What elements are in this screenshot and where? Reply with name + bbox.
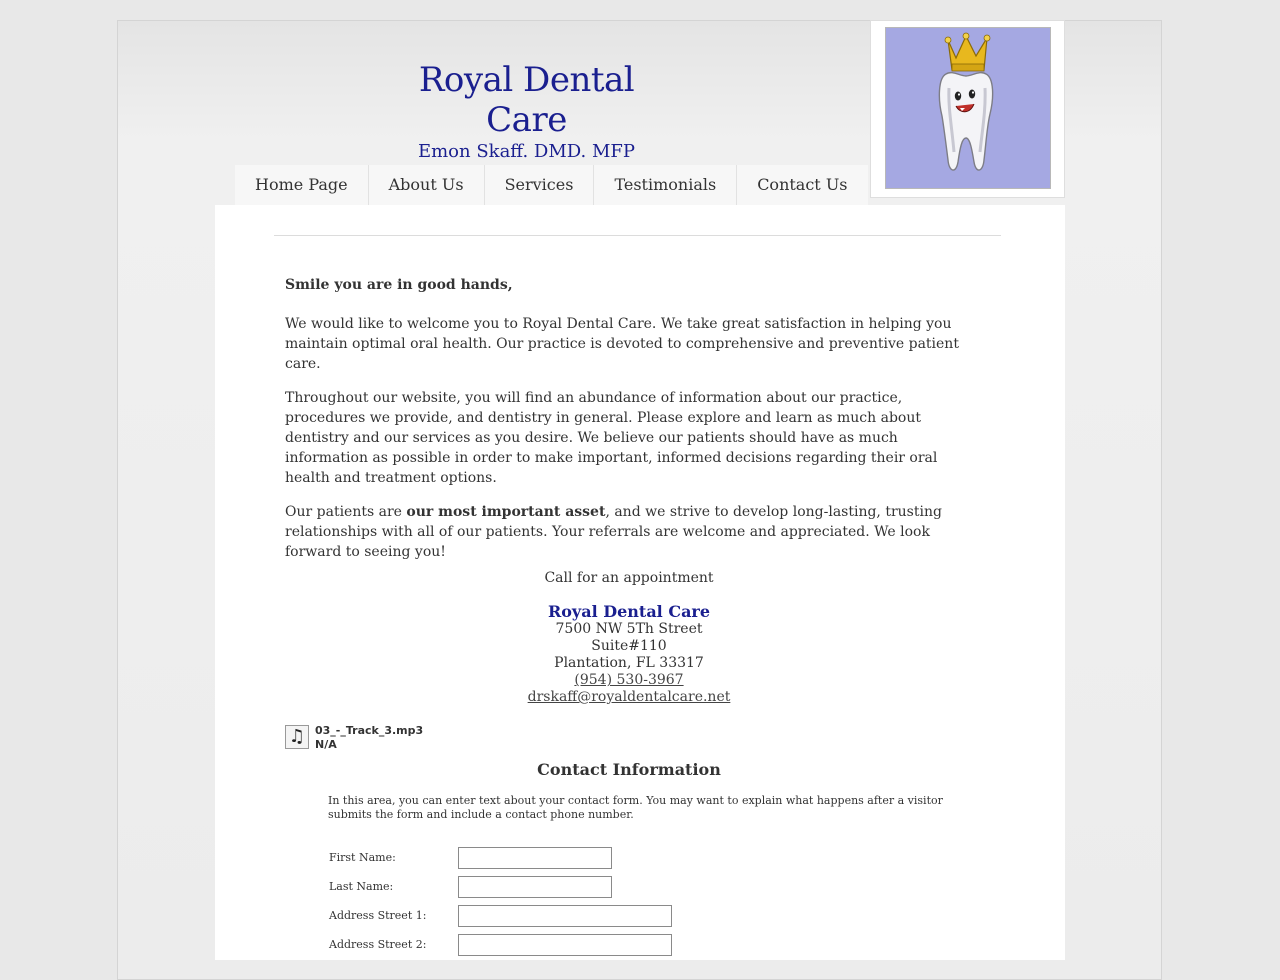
audio-filename[interactable]: 03_-_Track_3.mp3 bbox=[315, 724, 424, 737]
email-link[interactable]: drskaff@royaldentalcare.net bbox=[527, 689, 731, 705]
main-nav bbox=[235, 165, 868, 205]
first-name-field[interactable] bbox=[458, 847, 612, 869]
crown-icon bbox=[945, 33, 990, 71]
address-city: Plantation, FL 33317 bbox=[554, 655, 704, 671]
content-divider bbox=[274, 235, 1001, 236]
intro-paragraph-1: We would like to welcome you to Royal Dental Care. We take great satisfaction in helping you maintain optimal oral health. Our practice is devoted to comprehensive and preventive patient care. bbox=[285, 316, 959, 372]
nav-item-contact-us[interactable]: Contact Us bbox=[757, 175, 848, 194]
address-street-2-label: Address Street 2: bbox=[329, 938, 427, 951]
last-name-label: Last Name: bbox=[329, 880, 394, 893]
address-suite: Suite#110 bbox=[591, 638, 667, 654]
intro-paragraph-3-lead: Our patients are bbox=[285, 504, 407, 520]
address-street: 7500 NW 5Th Street bbox=[555, 621, 703, 637]
nav-item-home-page[interactable]: Home Page bbox=[235, 165, 369, 205]
intro-paragraph-2: Throughout our website, you will find an abundance of information about our practice, procedures we provide, and dentistry in general. Please explore and learn as much about dentistry and our services as you desire. We believe our patients should have as much information as possible in order to make important, informed decisions regarding their oral health and treatment options. bbox=[285, 390, 938, 486]
first-name-row bbox=[329, 847, 729, 869]
music-note-icon[interactable]: ♫ bbox=[285, 725, 309, 749]
nav-item-testimonials[interactable]: Testimonials bbox=[594, 165, 737, 205]
site-header bbox=[384, 60, 669, 163]
intro-paragraph-3-emphasis: our most important asset bbox=[406, 504, 606, 520]
intro-paragraph-3 bbox=[285, 502, 975, 562]
address-street-1-field[interactable] bbox=[458, 905, 672, 927]
contact-form-title: Contact Information bbox=[537, 760, 721, 779]
first-name-label: First Name: bbox=[329, 851, 396, 864]
main-content bbox=[215, 205, 1065, 960]
appointment-section bbox=[215, 569, 1043, 706]
phone-link[interactable]: (954) 530-3967 bbox=[574, 672, 684, 688]
contact-form-description: In this area, you can enter text about your contact form. You may want to explain what happens after a visitor submits the form and include a contact phone number. bbox=[328, 794, 943, 821]
intro-greeting: Smile you are in good hands, bbox=[285, 277, 513, 293]
practice-name: Royal Dental Care bbox=[547, 602, 711, 621]
address-street-2-field[interactable] bbox=[458, 934, 672, 956]
address-street-1-row bbox=[329, 905, 729, 927]
last-name-field[interactable] bbox=[458, 876, 612, 898]
site-title: Royal Dental Care bbox=[418, 60, 635, 140]
intro-paragraph-3-tail: , and we strive to develop long-lasting, trusting relationships with all of our patients. Your referrals are welcome and appreciated. We look forward to seeing you! bbox=[285, 504, 942, 560]
address-street-2-row bbox=[329, 934, 729, 956]
tooth-icon bbox=[939, 73, 992, 170]
nav-item-about-us[interactable]: About Us bbox=[369, 165, 485, 205]
address-street-1-label: Address Street 1: bbox=[329, 909, 427, 922]
appointment-call-text: Call for an appointment bbox=[544, 570, 714, 586]
last-name-row bbox=[329, 876, 729, 898]
audio-player bbox=[285, 725, 485, 753]
crowned-tooth-icon bbox=[885, 27, 1051, 189]
logo-frame bbox=[870, 20, 1065, 198]
nav-item-services[interactable]: Services bbox=[485, 165, 595, 205]
audio-duration: N/A bbox=[315, 738, 337, 751]
site-subtitle: Emon Skaff. DMD. MFP bbox=[417, 141, 636, 162]
intro-section bbox=[285, 275, 975, 576]
